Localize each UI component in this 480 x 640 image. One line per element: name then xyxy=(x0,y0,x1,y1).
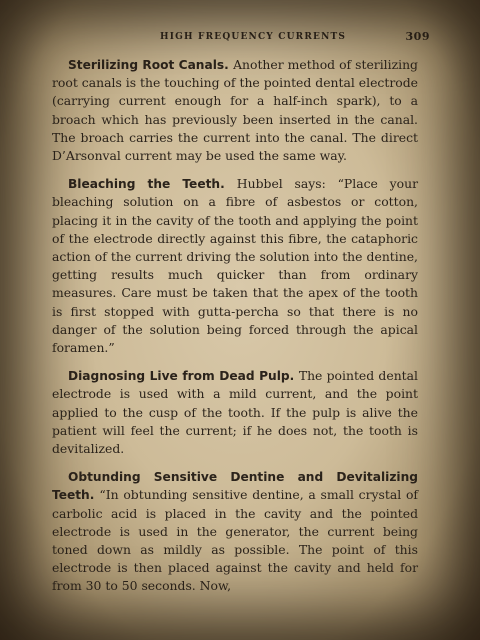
running-head: HIGH FREQUENCY CURRENTS xyxy=(160,32,347,42)
paragraph-text: “In obtunding sensitive dentine, a small crystal of carbolic acid is placed in the cavity and the pointed electrode is used in the generator, the current being toned down as mildly as possible. The point of this electrode is then placed against the cavity and held for from 30 to 50 seconds. Now, xyxy=(52,487,418,594)
paragraph-heading: Obtunding Sensitive Dentine and Devitalizing Teeth. xyxy=(52,470,418,503)
paragraph-diagnosing-pulp xyxy=(52,367,418,458)
page-header xyxy=(60,30,430,46)
paragraph-sterilizing-root-canals xyxy=(52,56,418,165)
page-number: 309 xyxy=(405,30,430,43)
paragraph-heading: Sterilizing Root Canals. xyxy=(68,58,234,72)
paragraph-text: The pointed dental electrode is used with a mild current, and the point applied to the cusp of the tooth. If the pulp is alive the patient will feel the current; if he does not, the tooth is devitalized. xyxy=(52,368,418,457)
paragraph-text: Hubbel says: “Place your bleaching solution on a fibre of asbestos or cotton, placing it in the cavity of the tooth and applying the point of the electrode directly against this fibre, the cataphoric action of the current driving the solution into the dentine, getting results much quicker than from ordinary measures. Care must be taken that the apex of the tooth is first stopped with gutta-percha so that there is no danger of the solution being forced through the apical foramen.” xyxy=(52,176,418,356)
paragraph-obtunding-dentine xyxy=(52,468,418,595)
page-body xyxy=(52,56,418,606)
paragraph-heading: Diagnosing Live from Dead Pulp. xyxy=(68,369,299,384)
paragraph-bleaching-the-teeth xyxy=(52,175,418,357)
paragraph-heading: Bleaching the Teeth. xyxy=(68,177,237,192)
paragraph-text: Another method of sterilizing root canals is the touching of the pointed dental electrode (carrying current enough for a half-inch spark), to a broach which has previously been inserted in the canal. The broach carries the current into the canal. The direct D’Arsonval current may be used the same way. xyxy=(52,57,418,164)
